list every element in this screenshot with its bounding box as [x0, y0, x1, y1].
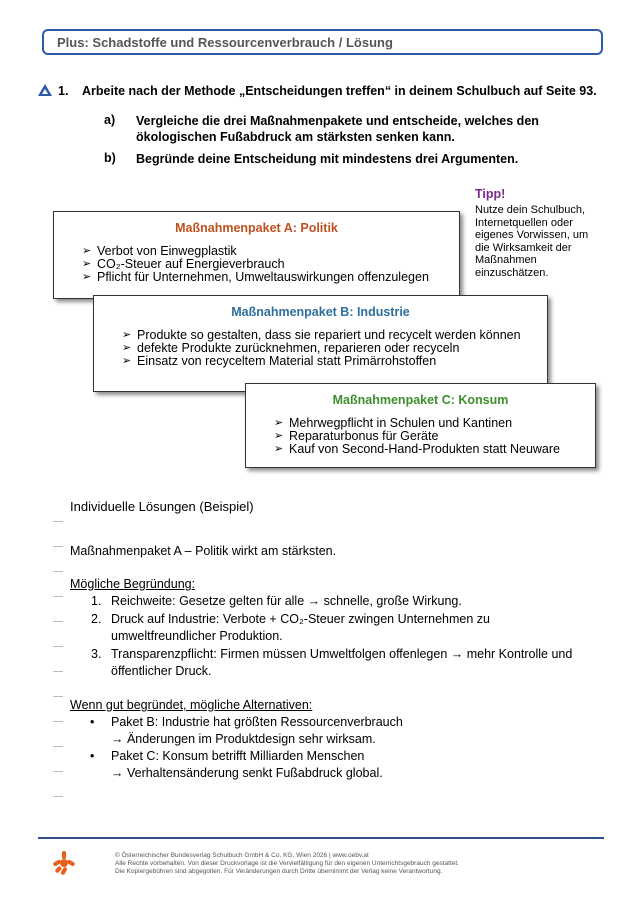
reason-3-text	[111, 646, 572, 680]
line-marker	[53, 696, 63, 697]
bullet-icon: •	[90, 749, 95, 763]
reason-3-number: 3.	[91, 647, 102, 661]
arrow-bullet-icon: ➢	[82, 258, 92, 270]
reason-3-line1: Transparenzpflicht: Firmen müssen Umweltfolgen offenlegen → mehr Kontrolle und	[111, 647, 573, 661]
subtask-b-line1: Begründe deine Entscheidung mit mindestens drei Argumenten.	[136, 152, 519, 166]
solution-heading: Individuelle Lösungen (Beispiel)	[70, 499, 254, 514]
package-a-list	[54, 245, 459, 284]
solution-choice: Maßnahmenpaket A – Politik wirkt am stärksten.	[70, 544, 337, 558]
bullet-icon: •	[90, 715, 95, 729]
footer-divider	[38, 837, 604, 839]
arrow-bullet-icon: ➢	[122, 355, 132, 367]
subtask-a-text	[136, 113, 539, 145]
line-marker	[53, 721, 63, 722]
package-a-card	[53, 211, 460, 299]
tipp-title: Tipp!	[475, 187, 506, 201]
alternative-b	[111, 714, 403, 748]
alternative-c-line2: → Verhaltensänderung senkt Fußabdruck global.	[111, 766, 383, 780]
subtask-b-text	[136, 151, 518, 167]
list-item: ➢ Pflicht für Unternehmen, Umweltauswirkungen offenzulegen	[82, 270, 429, 284]
reason-2-number: 2.	[91, 612, 102, 626]
subtask-a-letter: a)	[104, 113, 116, 127]
arrow-bullet-icon: ➢	[274, 443, 284, 455]
footer-line2: Alle Rechte vorbehalten. Von dieser Druckvorlage ist die Vervielfältigung für den eigenen Unterrichtsgebrauch gestattet.	[115, 860, 459, 867]
line-marker	[53, 521, 63, 522]
list-item: ➢ Produkte so gestalten, dass sie repariert und recycelt werden können	[122, 328, 521, 342]
footer-line1: © Österreichischer Bundesverlag Schulbuch GmbH & Co. KG, Wien 2026 | www.oebv.at	[115, 852, 369, 859]
line-marker	[53, 546, 63, 547]
list-item: ➢ CO₂-Steuer auf Energieverbrauch	[82, 257, 285, 271]
line-marker	[53, 596, 63, 597]
reason-1-text: Reichweite: Gesetze gelten für alle → schnelle, große Wirkung.	[111, 594, 462, 608]
line-marker	[53, 671, 63, 672]
page-title: Plus: Schadstoffe und Ressourcenverbrauch / Lösung	[57, 35, 393, 50]
task-number: 1.	[58, 84, 69, 98]
package-c-title: Maßnahmenpaket C: Konsum	[332, 393, 509, 407]
line-marker	[53, 646, 63, 647]
list-item: ➢ Mehrwegpflicht in Schulen und Kantinen	[274, 416, 513, 430]
task-text: Arbeite nach der Methode „Entscheidungen treffen“ in deinem Schulbuch auf Seite 93.	[82, 84, 597, 98]
arrow-bullet-icon: ➢	[274, 417, 284, 429]
footer-line3: Die Kopiergebühren sind abgegolten. Für Veränderungen durch Dritte übernimmt der Verlag keine Verantwortung.	[115, 868, 443, 875]
list-item: ➢ Reparaturbonus für Geräte	[274, 429, 439, 443]
line-marker	[53, 571, 63, 572]
reason-1-number: 1.	[91, 594, 102, 608]
package-b-title: Maßnahmenpaket B: Industrie	[231, 305, 410, 319]
warning-triangle-icon	[38, 84, 52, 96]
alternative-c	[111, 748, 383, 782]
reason-2-line1: Druck auf Industrie: Verbote + CO₂-Steuer zwingen Unternehmen zu	[111, 612, 491, 626]
reason-2-line2: umweltfreundlicher Produktion.	[111, 629, 283, 643]
line-marker	[53, 796, 63, 797]
arrow-bullet-icon: ➢	[122, 342, 132, 354]
arrow-bullet-icon: ➢	[274, 430, 284, 442]
list-item: ➢ Einsatz von recyceltem Material statt Primärrohstoffen	[122, 354, 437, 368]
package-b-card	[93, 295, 548, 392]
package-a-title: Maßnahmenpaket A: Politik	[175, 221, 338, 235]
reason-3-line2: öffentlicher Druck.	[111, 664, 212, 678]
alternative-b-line1: Paket B: Industrie hat größten Ressourcenverbrauch	[111, 715, 403, 729]
tipp-text: Nutze dein Schulbuch, Internetquellen oder eigenes Vorwissen, um die Wirksamkeit der Maßnahmen einzuschätzen.	[475, 204, 589, 279]
list-item: ➢ Kauf von Second-Hand-Produkten statt Neuware	[274, 442, 560, 456]
list-item: ➢ defekte Produkte zurücknehmen, reparieren oder recyceln	[122, 341, 460, 355]
alternative-c-line1: Paket C: Konsum betrifft Milliarden Menschen	[111, 749, 365, 763]
list-item: ➢ Verbot von Einwegplastik	[82, 244, 237, 258]
subtask-a-line1: Vergleiche die drei Maßnahmenpakete und entscheide, welches den	[136, 114, 539, 128]
arrow-bullet-icon: ➢	[82, 245, 92, 257]
subtask-a-line2: ökologischen Fußabdruck am stärksten senken kann.	[136, 130, 455, 144]
footer-text	[115, 852, 459, 876]
subtask-b-letter: b)	[104, 151, 116, 165]
package-c-card	[245, 383, 596, 468]
alternatives-heading: Wenn gut begründet, mögliche Alternativen:	[70, 698, 313, 712]
package-c-list	[246, 417, 595, 456]
arrow-bullet-icon: ➢	[122, 329, 132, 341]
line-marker	[53, 771, 63, 772]
line-marker	[53, 621, 63, 622]
arrow-bullet-icon: ➢	[82, 271, 92, 283]
header-box	[42, 29, 603, 55]
package-b-list	[94, 329, 547, 368]
reason-2-text	[111, 611, 490, 645]
alternative-b-line2: → Änderungen im Produktdesign sehr wirksam.	[111, 732, 376, 746]
publisher-logo-icon	[52, 850, 76, 876]
reason-heading: Mögliche Begründung:	[70, 577, 196, 591]
line-marker	[53, 746, 63, 747]
